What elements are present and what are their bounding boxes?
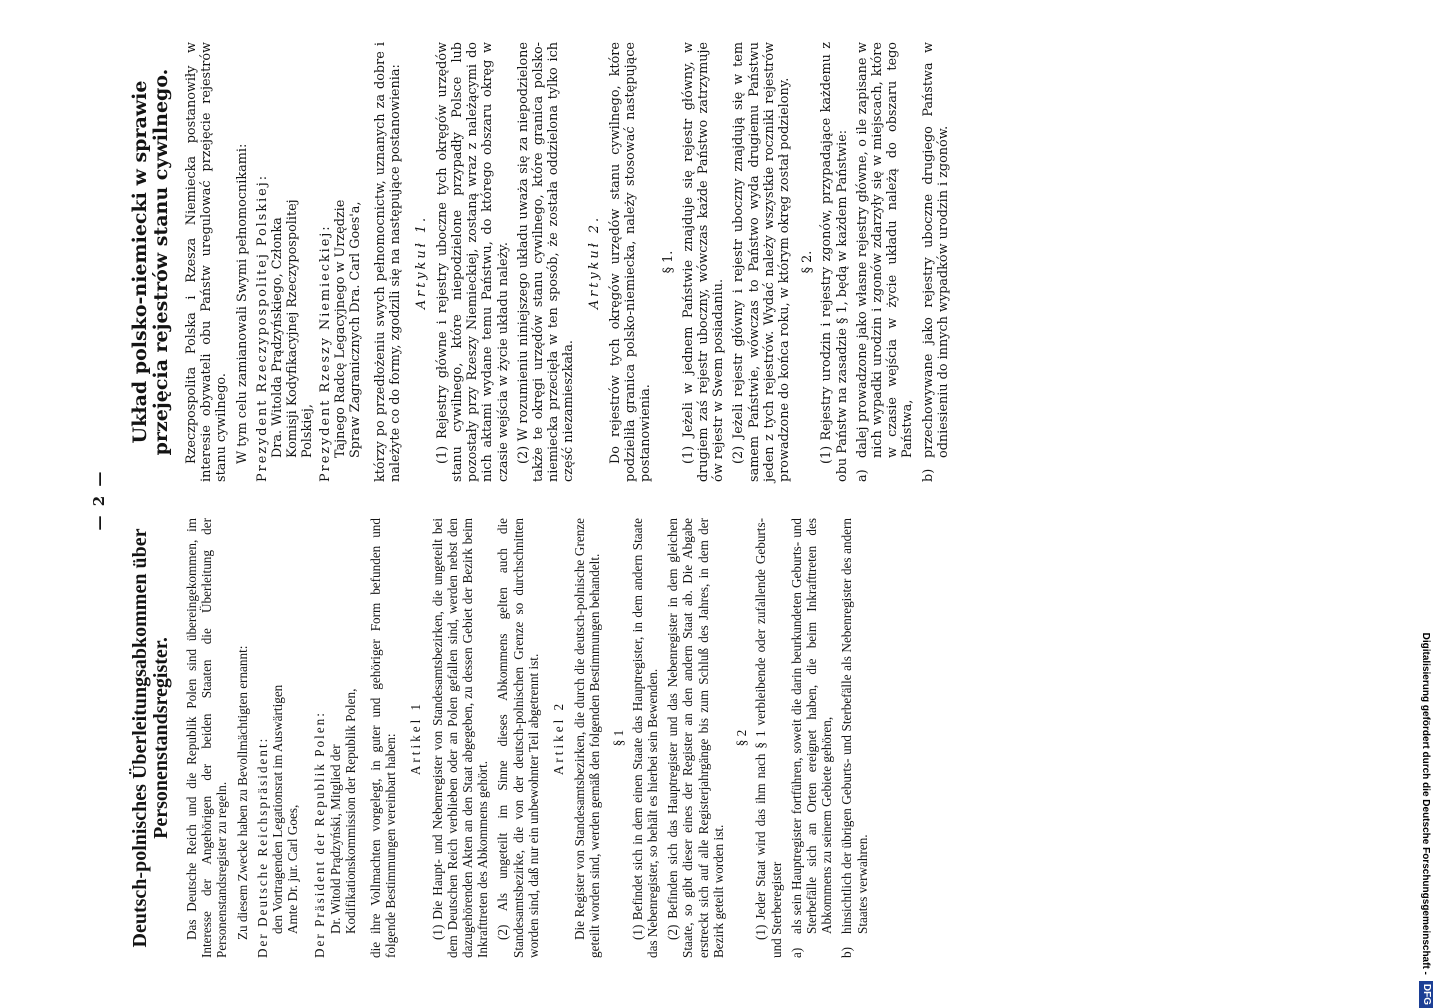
german-reich-delegate-line-1: den Vortragenden Legationsrat im Auswärtigen: [270, 684, 286, 934]
polish-article-1-para-2: (2) W rozumieniu niniejszego układu uważa się za niepodzielone także te okręgi urzędów stanu cywilnego, które granica polsko-niemiecka przecięła w ten sposób, że została oddzielona tylko ich część niezamieszkała.: [515, 42, 577, 482]
rotated-text-block: [90, 30, 1360, 970]
polish-article-2-heading: Artykuł 2.: [586, 214, 602, 310]
german-reich-president: Der Deutsche Reichspräsident:: [254, 736, 270, 958]
polish-section-1-para-1: (1) Jeżeli w jednem Państwie znajduje się rejestr główny, w drugiem zaś rejestr uboczny, wówczas każde Państwo zatrzymuje ów rejestr w Swem posiadaniu.: [680, 42, 727, 482]
german-article-2-heading: Artikel 2: [551, 700, 567, 776]
polish-item-b-text: przechowywane jako rejestry uboczne drugiego Państwa w odniesieniu do innych wypadków urodzin i zgonów.: [920, 42, 951, 458]
german-section-1-heading: § 1: [610, 729, 626, 747]
polish-section-2-item-b: [921, 42, 951, 482]
german-article-2-para-1: Die Register von Standesamtsbezirken, die durch die deutsch-polnische Grenze geteilt worden sind, werden gemäß den folgenden Bestimmungen behandelt.: [572, 518, 603, 958]
polish-item-a-text: dalej prowadzone jako własne rejestry główne, o ile zapisane w nich wypadki urodzin i zgonów zdarzyły się w miejscach, które w czasie wejścia w życie układu należą do obszaru tego Państwa,: [854, 42, 916, 458]
polish-closing: którzy po przedłożeniu swych pełnomocnictw, uznanych za dobre i należyte co do formy, zgodzili się na następujące postanowienia:: [373, 42, 404, 482]
german-section-1-para-2: (2) Befinden sich das Hauptregister und das Nebenregister in dem gleichen Staate, so gibt dieser eines der Register an den andern Staat ab. Die Abgabe erstreckt sich auf alle Registerjahrgänge bis zum Schluß des Jahres, in dem der Bezirk geteilt worden ist.: [665, 518, 726, 958]
polish-reich-president: Prezydent Rzeszy Niemieckiej:: [317, 224, 333, 482]
german-section-2-heading: § 2: [734, 729, 750, 747]
polish-article-1-para-1: (1) Rejestry główne i rejestry uboczne tych okręgów urzędów stanu cywilnego, które niepodzielone przypadły Polsce lub pozostały przy Rzeszy Niemieckiej, zostaną wraz z należącymi do nich aktami wydane temu Państwu, do którego obszaru okręg w czasie wejścia w życie układu należy.: [434, 42, 511, 482]
polish-section-1-para-2: (2) Jeżeli rejestr główny i rejestr uboczny znajdują się w tem samem Państwie, wówczas to Państwo wyda drugiemu Państwu jeden z tych rejestrów. Wydać należy wszystkie roczniki rejestrów prowadzone do końca roku, w którym okręg został podzielony.: [731, 42, 792, 482]
german-article-1-para-1: (1) Die Haupt- und Nebenregister von Standesamtsbezirken, die ungeteilt bei dem Deutschen Reich verblieben oder an Polen gefallen sind, werden nebst den dazugehörenden Akten an den Staat abgegeben, zu dessen Gebiet der Bezirk beim Inkrafttreten des Abkommens gehört.: [429, 518, 491, 958]
polish-pl-delegate-line-1: Dra. Witolda Prądzyńskiego, Członka: [270, 217, 286, 458]
german-pl-delegate-line-1: Dr. Witold Prądzyński, Mitglied der: [327, 744, 343, 934]
page-number: — 2 —: [90, 469, 108, 531]
polish-section-2-heading: § 2.: [800, 250, 816, 274]
german-article-1-para-2: (2) Als ungeteilt im Sinne dieses Abkommens gelten auch die Standesamtsbezirke, die von der deutsch-polnischen Grenze so durchschnitten worden sind, daß nur ein unbewohnter Teil abgetrennt ist.: [495, 518, 541, 958]
polish-title: Układ polsko-niemiecki w sprawie przejęcia rejestrów stanu cywilnego.: [129, 68, 172, 456]
polish-reich-delegate-line-2: Spraw Zagranicznych Dra. Carl Goes'a,: [348, 201, 364, 458]
polish-intro: Rzeczpospolita Polska i Rzesza Niemiecka postanowiły w interesie obywateli obu Państw uregulować przejęcie rejestrów stanu cywilnego.: [184, 42, 230, 482]
polish-section-1-heading: § 1.: [661, 250, 677, 274]
polish-section-2-para-1: (1) Rejestry urodzin i rejestry zgonów, przypadające każdemu z obu Państw na zasadzie § 1, będą w każdem Państwie:: [819, 42, 850, 482]
german-appointed: Zu diesem Zwecke haben zu Bevollmächtigten ernannt:: [234, 645, 250, 940]
german-pl-president: Der Präsident der Republik Polen:: [312, 711, 328, 958]
german-article-1-heading: Artikel 1: [408, 700, 424, 776]
polish-pl-delegate-line-3: Polskiej,: [300, 404, 316, 458]
german-section-2-item-a: [789, 518, 835, 958]
polish-article-2-para-1: Do rejestrów tych okręgów urzędów stanu cywilnego, które podzieliła granica polsko-niemiecka, należy stosować następujące postanowienia.: [607, 42, 654, 482]
german-title: Deutsch-polnisches Überleitungsabkommen über Personenstandsregister.: [129, 528, 172, 948]
german-section-2-item-b: [839, 518, 869, 958]
german-reich-delegate-line-2: Amte Dr. jur. Carl Goes,: [285, 804, 301, 934]
imprint-text: Digitalisierung gefördert durch die Deutsche Forschungsgemeinschaft -: [1420, 632, 1432, 975]
german-intro: Das Deutsche Reich und die Republik Polen sind übereingekommen, im Interesse der Angehörigen der beiden Staaten die Überleitung der Personenstandsregister zu regeln.: [184, 518, 230, 958]
polish-item-a-marker: a): [854, 469, 870, 482]
dfg-logo: DFG: [1419, 981, 1433, 1008]
digitization-imprint: [1416, 8, 1434, 1008]
german-item-a-marker: a): [788, 947, 804, 958]
polish-section-2-item-a: [855, 42, 916, 482]
polish-article-1-heading: Artykuł 1.: [413, 214, 429, 310]
polish-column: [130, 42, 956, 482]
german-item-b-text: hinsichtlich der übrigen Geburts- und Sterbefälle als Nebenregister des andern Staates verwahren.: [839, 518, 870, 934]
german-closing: die ihre Vollmachten vorgelegt, in guter und gehöriger Form befunden und folgende Bestimmungen vereinbart haben:: [368, 518, 399, 958]
polish-reich-delegate-line-1: Tajnego Radcę Legacyjnego w Urzędzie: [332, 199, 348, 458]
german-column: [130, 518, 875, 958]
polish-pl-president: Prezydent Rzeczypospolitej Polskiej:: [254, 173, 270, 482]
german-item-a-text: als sein Hauptregister fortführen, soweit die darin beurkundeten Geburts- und Sterbefälle sich an Orten ereignet haben, die beim Inkrafttreten des Abkommens zu seinem Gebiete gehören,: [788, 518, 835, 934]
polish-appointed: W tym celu zamianowali Swymi pełnomocnikami:: [234, 143, 250, 464]
polish-pl-delegate-line-2: Komisji Kodyfikacyjnej Rzeczypospolitej: [285, 199, 301, 458]
polish-item-b-marker: b): [920, 468, 936, 482]
german-pl-delegate-line-2: Kodifikationskommission der Republik Polen,: [342, 688, 358, 934]
german-section-1-para-1: (1) Befindet sich in dem einen Staate das Hauptregister, in dem andern Staate das Nebenregister, so behält es hierbei sein Bewenden.: [629, 518, 661, 958]
german-section-2-para-1: (1) Jeder Staat wird das ihm nach § 1 verbleibende oder zufallende Geburts- und Sterberegister: [753, 518, 784, 958]
german-item-b-marker: b): [839, 947, 855, 958]
